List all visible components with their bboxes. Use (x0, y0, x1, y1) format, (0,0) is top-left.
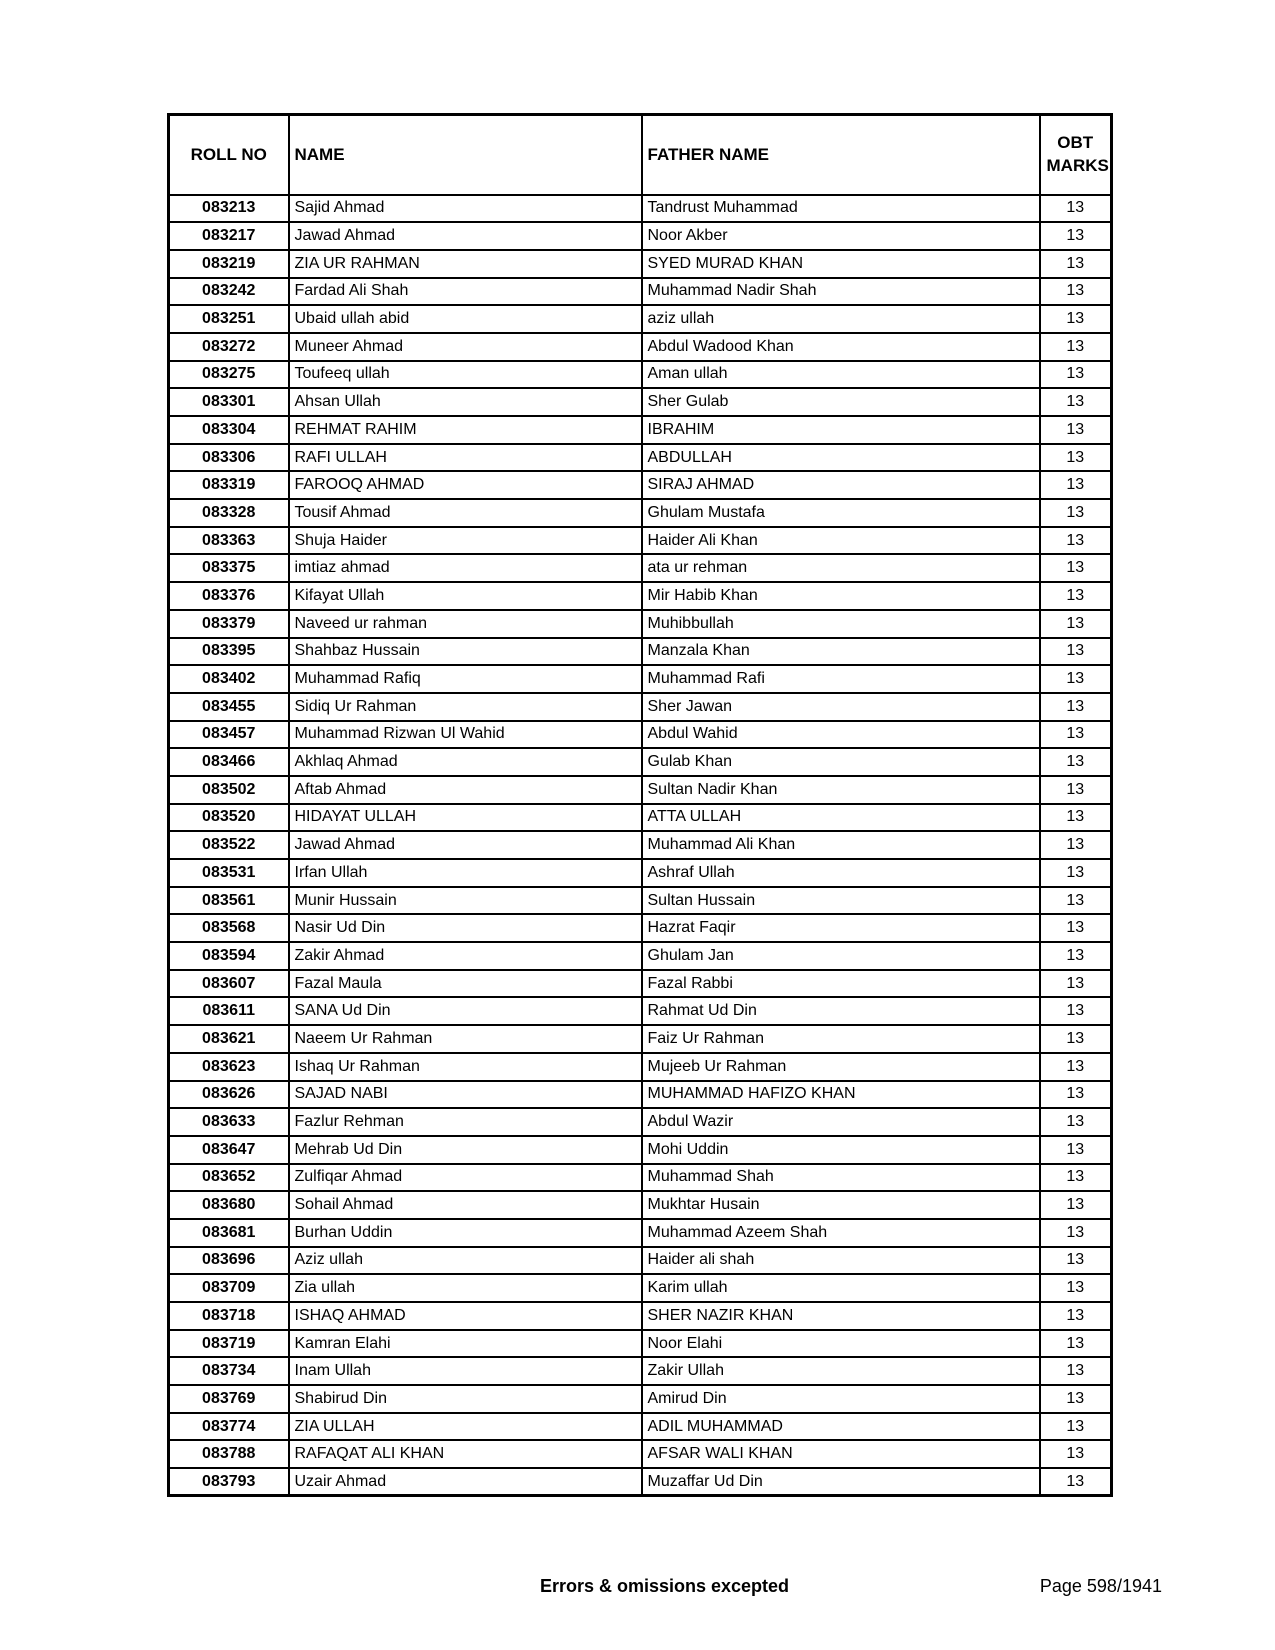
name-cell: SAJAD NABI (289, 1081, 642, 1109)
father-name-cell: Muhammad Shah (642, 1164, 1040, 1192)
father-name-cell: Zakir Ullah (642, 1357, 1040, 1385)
obt-marks-cell: 13 (1040, 1108, 1112, 1136)
name-cell: Irfan Ullah (289, 859, 642, 887)
roll-no-cell: 083522 (169, 831, 289, 859)
father-name-cell: SIRAJ AHMAD (642, 471, 1040, 499)
obt-marks-cell: 13 (1040, 554, 1112, 582)
name-cell: Sajid Ahmad (289, 195, 642, 223)
roll-no-cell: 083275 (169, 361, 289, 389)
table-row (169, 250, 1112, 278)
father-name-cell: Aman ullah (642, 361, 1040, 389)
father-name-cell: IBRAHIM (642, 416, 1040, 444)
name-cell: Munir Hussain (289, 887, 642, 915)
obt-marks-cell: 13 (1040, 471, 1112, 499)
roll-no-cell: 083607 (169, 970, 289, 998)
table-row (169, 610, 1112, 638)
table-row (169, 1164, 1112, 1192)
obt-marks-cell: 13 (1040, 1053, 1112, 1081)
roll-no-cell: 083652 (169, 1164, 289, 1192)
obt-marks-cell: 13 (1040, 361, 1112, 389)
table-row (169, 1136, 1112, 1164)
name-cell: Shahbaz Hussain (289, 638, 642, 666)
table-row (169, 1053, 1112, 1081)
obt-marks-cell: 13 (1040, 721, 1112, 749)
name-cell: Muhammad Rafiq (289, 665, 642, 693)
father-name-cell: Noor Akber (642, 222, 1040, 250)
roll-no-cell: 083681 (169, 1219, 289, 1247)
obt-marks-cell: 13 (1040, 1136, 1112, 1164)
roll-no-cell: 083376 (169, 582, 289, 610)
table-row (169, 388, 1112, 416)
table-row (169, 1025, 1112, 1053)
father-name-cell: Sultan Hussain (642, 887, 1040, 915)
roll-no-cell: 083611 (169, 997, 289, 1025)
table-row (169, 1385, 1112, 1413)
table-row (169, 1108, 1112, 1136)
name-cell: Shuja Haider (289, 527, 642, 555)
father-name-cell: ata ur rehman (642, 554, 1040, 582)
name-cell: Naveed ur rahman (289, 610, 642, 638)
name-cell: Fazal Maula (289, 970, 642, 998)
father-name-cell: Tandrust Muhammad (642, 195, 1040, 223)
obt-marks-cell: 13 (1040, 1440, 1112, 1468)
roll-no-cell: 083457 (169, 721, 289, 749)
obt-marks-cell: 13 (1040, 1274, 1112, 1302)
obt-marks-cell: 13 (1040, 942, 1112, 970)
father-name-cell: Abdul Wahid (642, 721, 1040, 749)
roll-no-cell: 083623 (169, 1053, 289, 1081)
father-name-cell: Ashraf Ullah (642, 859, 1040, 887)
name-cell: Sohail Ahmad (289, 1191, 642, 1219)
name-cell: Toufeeq ullah (289, 361, 642, 389)
table-row (169, 1302, 1112, 1330)
table-row (169, 1468, 1112, 1496)
name-cell: Zia ullah (289, 1274, 642, 1302)
table-row (169, 693, 1112, 721)
father-name-cell: Ghulam Jan (642, 942, 1040, 970)
father-name-cell: Karim ullah (642, 1274, 1040, 1302)
name-cell: Akhlaq Ahmad (289, 748, 642, 776)
father-name-cell: Amirud Din (642, 1385, 1040, 1413)
name-cell: Jawad Ahmad (289, 831, 642, 859)
name-cell: Burhan Uddin (289, 1219, 642, 1247)
obt-marks-cell: 13 (1040, 1330, 1112, 1358)
table-row (169, 942, 1112, 970)
table-row (169, 499, 1112, 527)
father-name-cell: ADIL MUHAMMAD (642, 1413, 1040, 1441)
table-row (169, 914, 1112, 942)
column-header-name: NAME (289, 115, 642, 195)
roll-no-cell: 083466 (169, 748, 289, 776)
name-cell: Fardad Ali Shah (289, 278, 642, 306)
obt-marks-cell: 13 (1040, 1385, 1112, 1413)
obt-marks-cell: 13 (1040, 887, 1112, 915)
obt-marks-cell: 13 (1040, 388, 1112, 416)
roll-no-cell: 083251 (169, 305, 289, 333)
roll-no-cell: 083304 (169, 416, 289, 444)
name-cell: Nasir Ud Din (289, 914, 642, 942)
column-header-roll-no: ROLL NO (169, 115, 289, 195)
father-name-cell: Rahmat Ud Din (642, 997, 1040, 1025)
table-row (169, 970, 1112, 998)
name-cell: Muneer Ahmad (289, 333, 642, 361)
obt-marks-cell: 13 (1040, 222, 1112, 250)
father-name-cell: ABDULLAH (642, 444, 1040, 472)
obt-marks-cell: 13 (1040, 1468, 1112, 1496)
name-cell: Kifayat Ullah (289, 582, 642, 610)
name-cell: imtiaz ahmad (289, 554, 642, 582)
obt-marks-cell: 13 (1040, 914, 1112, 942)
roll-no-cell: 083734 (169, 1357, 289, 1385)
name-cell: FAROOQ AHMAD (289, 471, 642, 499)
column-header-father-name: FATHER NAME (642, 115, 1040, 195)
name-cell: ZIA UR RAHMAN (289, 250, 642, 278)
father-name-cell: Abdul Wadood Khan (642, 333, 1040, 361)
roll-no-cell: 083213 (169, 195, 289, 223)
father-name-cell: Muhibbullah (642, 610, 1040, 638)
father-name-cell: Muhammad Nadir Shah (642, 278, 1040, 306)
father-name-cell: Sher Jawan (642, 693, 1040, 721)
name-cell: Ishaq Ur Rahman (289, 1053, 642, 1081)
roll-no-cell: 083561 (169, 887, 289, 915)
table-row (169, 361, 1112, 389)
name-cell: Tousif Ahmad (289, 499, 642, 527)
obt-marks-cell: 13 (1040, 1191, 1112, 1219)
father-name-cell: Mohi Uddin (642, 1136, 1040, 1164)
father-name-cell: SYED MURAD KHAN (642, 250, 1040, 278)
results-table (167, 113, 1113, 1497)
name-cell: Zakir Ahmad (289, 942, 642, 970)
roll-no-cell: 083788 (169, 1440, 289, 1468)
table-row (169, 222, 1112, 250)
roll-no-cell: 083379 (169, 610, 289, 638)
name-cell: Aziz ullah (289, 1247, 642, 1275)
father-name-cell: Noor Elahi (642, 1330, 1040, 1358)
father-name-cell: AFSAR WALI KHAN (642, 1440, 1040, 1468)
father-name-cell: Muzaffar Ud Din (642, 1468, 1040, 1496)
obt-marks-cell: 13 (1040, 748, 1112, 776)
name-cell: Ahsan Ullah (289, 388, 642, 416)
obt-marks-cell: 13 (1040, 1247, 1112, 1275)
name-cell: SANA Ud Din (289, 997, 642, 1025)
table-row (169, 665, 1112, 693)
footer-note: Errors & omissions excepted (539, 1576, 790, 1596)
name-cell: Sidiq Ur Rahman (289, 693, 642, 721)
roll-no-cell: 083328 (169, 499, 289, 527)
father-name-cell: Muhammad Azeem Shah (642, 1219, 1040, 1247)
table-row (169, 195, 1112, 223)
page-footer (167, 1576, 1162, 1600)
obt-marks-cell: 13 (1040, 665, 1112, 693)
table-row (169, 1247, 1112, 1275)
obt-marks-cell: 13 (1040, 610, 1112, 638)
roll-no-cell: 083272 (169, 333, 289, 361)
obt-marks-cell: 13 (1040, 1219, 1112, 1247)
obt-marks-cell: 13 (1040, 305, 1112, 333)
table-row (169, 859, 1112, 887)
roll-no-cell: 083531 (169, 859, 289, 887)
obt-marks-cell: 13 (1040, 499, 1112, 527)
table-row (169, 638, 1112, 666)
roll-no-cell: 083626 (169, 1081, 289, 1109)
roll-no-cell: 083520 (169, 804, 289, 832)
name-cell: Aftab Ahmad (289, 776, 642, 804)
father-name-cell: Hazrat Faqir (642, 914, 1040, 942)
obt-marks-cell: 13 (1040, 416, 1112, 444)
obt-marks-cell: 13 (1040, 693, 1112, 721)
roll-no-cell: 083774 (169, 1413, 289, 1441)
obt-marks-cell: 13 (1040, 195, 1112, 223)
roll-no-cell: 083709 (169, 1274, 289, 1302)
table-row (169, 471, 1112, 499)
table-row (169, 278, 1112, 306)
father-name-cell: Haider Ali Khan (642, 527, 1040, 555)
name-cell: Shabirud Din (289, 1385, 642, 1413)
father-name-cell: SHER NAZIR KHAN (642, 1302, 1040, 1330)
father-name-cell: Faiz Ur Rahman (642, 1025, 1040, 1053)
name-cell: Kamran Elahi (289, 1330, 642, 1358)
table-row (169, 1219, 1112, 1247)
name-cell: Muhammad Rizwan Ul Wahid (289, 721, 642, 749)
roll-no-cell: 083363 (169, 527, 289, 555)
father-name-cell: Ghulam Mustafa (642, 499, 1040, 527)
obt-marks-cell: 13 (1040, 859, 1112, 887)
table-row (169, 444, 1112, 472)
roll-no-cell: 083680 (169, 1191, 289, 1219)
father-name-cell: Abdul Wazir (642, 1108, 1040, 1136)
father-name-cell: Fazal Rabbi (642, 970, 1040, 998)
name-cell: RAFI ULLAH (289, 444, 642, 472)
column-header-obt-marks: OBT MARKS (1040, 115, 1112, 195)
table-row (169, 554, 1112, 582)
table-row (169, 748, 1112, 776)
table-row (169, 582, 1112, 610)
roll-no-cell: 083219 (169, 250, 289, 278)
roll-no-cell: 083769 (169, 1385, 289, 1413)
father-name-cell: Muhammad Ali Khan (642, 831, 1040, 859)
father-name-cell: Manzala Khan (642, 638, 1040, 666)
roll-no-cell: 083217 (169, 222, 289, 250)
obt-marks-cell: 13 (1040, 582, 1112, 610)
table-row (169, 1191, 1112, 1219)
name-cell: Mehrab Ud Din (289, 1136, 642, 1164)
table-row (169, 527, 1112, 555)
table-row (169, 416, 1112, 444)
table-row (169, 1413, 1112, 1441)
obt-marks-cell: 13 (1040, 638, 1112, 666)
table-row (169, 831, 1112, 859)
table-row (169, 997, 1112, 1025)
results-table-header (169, 115, 1112, 195)
obt-marks-cell: 13 (1040, 1025, 1112, 1053)
obt-marks-cell: 13 (1040, 970, 1112, 998)
header-row (169, 115, 1112, 195)
obt-marks-cell: 13 (1040, 1302, 1112, 1330)
roll-no-cell: 083793 (169, 1468, 289, 1496)
name-cell: Jawad Ahmad (289, 222, 642, 250)
roll-no-cell: 083718 (169, 1302, 289, 1330)
results-table-body (169, 195, 1112, 1496)
obt-marks-cell: 13 (1040, 1164, 1112, 1192)
obt-marks-cell: 13 (1040, 278, 1112, 306)
table-row (169, 1330, 1112, 1358)
father-name-cell: MUHAMMAD HAFIZO KHAN (642, 1081, 1040, 1109)
roll-no-cell: 083696 (169, 1247, 289, 1275)
roll-no-cell: 083402 (169, 665, 289, 693)
obt-marks-cell: 13 (1040, 776, 1112, 804)
father-name-cell: aziz ullah (642, 305, 1040, 333)
father-name-cell: ATTA ULLAH (642, 804, 1040, 832)
name-cell: REHMAT RAHIM (289, 416, 642, 444)
roll-no-cell: 083375 (169, 554, 289, 582)
father-name-cell: Haider ali shah (642, 1247, 1040, 1275)
roll-no-cell: 083306 (169, 444, 289, 472)
roll-no-cell: 083301 (169, 388, 289, 416)
father-name-cell: Sher Gulab (642, 388, 1040, 416)
roll-no-cell: 083647 (169, 1136, 289, 1164)
roll-no-cell: 083633 (169, 1108, 289, 1136)
roll-no-cell: 083719 (169, 1330, 289, 1358)
obt-marks-cell: 13 (1040, 997, 1112, 1025)
roll-no-cell: 083502 (169, 776, 289, 804)
father-name-cell: Gulab Khan (642, 748, 1040, 776)
table-row (169, 721, 1112, 749)
obt-marks-cell: 13 (1040, 333, 1112, 361)
obt-marks-cell: 13 (1040, 1081, 1112, 1109)
table-row (169, 305, 1112, 333)
name-cell: Fazlur Rehman (289, 1108, 642, 1136)
roll-no-cell: 083319 (169, 471, 289, 499)
roll-no-cell: 083395 (169, 638, 289, 666)
name-cell: ZIA ULLAH (289, 1413, 642, 1441)
name-cell: Uzair Ahmad (289, 1468, 642, 1496)
table-row (169, 1440, 1112, 1468)
table-row (169, 333, 1112, 361)
roll-no-cell: 083455 (169, 693, 289, 721)
table-row (169, 1274, 1112, 1302)
table-row (169, 804, 1112, 832)
obt-marks-cell: 13 (1040, 831, 1112, 859)
roll-no-cell: 083594 (169, 942, 289, 970)
name-cell: Inam Ullah (289, 1357, 642, 1385)
obt-marks-cell: 13 (1040, 1357, 1112, 1385)
obt-marks-cell: 13 (1040, 250, 1112, 278)
father-name-cell: Sultan Nadir Khan (642, 776, 1040, 804)
table-row (169, 1357, 1112, 1385)
obt-marks-cell: 13 (1040, 527, 1112, 555)
obt-marks-cell: 13 (1040, 1413, 1112, 1441)
table-row (169, 887, 1112, 915)
obt-marks-cell: 13 (1040, 444, 1112, 472)
table-row (169, 1081, 1112, 1109)
name-cell: Ubaid ullah abid (289, 305, 642, 333)
obt-marks-cell: 13 (1040, 804, 1112, 832)
father-name-cell: Mukhtar Husain (642, 1191, 1040, 1219)
name-cell: HIDAYAT ULLAH (289, 804, 642, 832)
name-cell: Zulfiqar Ahmad (289, 1164, 642, 1192)
table-row (169, 776, 1112, 804)
father-name-cell: Muhammad Rafi (642, 665, 1040, 693)
name-cell: RAFAQAT ALI KHAN (289, 1440, 642, 1468)
roll-no-cell: 083568 (169, 914, 289, 942)
father-name-cell: Mir Habib Khan (642, 582, 1040, 610)
name-cell: ISHAQ AHMAD (289, 1302, 642, 1330)
name-cell: Naeem Ur Rahman (289, 1025, 642, 1053)
roll-no-cell: 083242 (169, 278, 289, 306)
father-name-cell: Mujeeb Ur Rahman (642, 1053, 1040, 1081)
roll-no-cell: 083621 (169, 1025, 289, 1053)
footer-page-number: Page 598/1941 (1039, 1576, 1162, 1596)
